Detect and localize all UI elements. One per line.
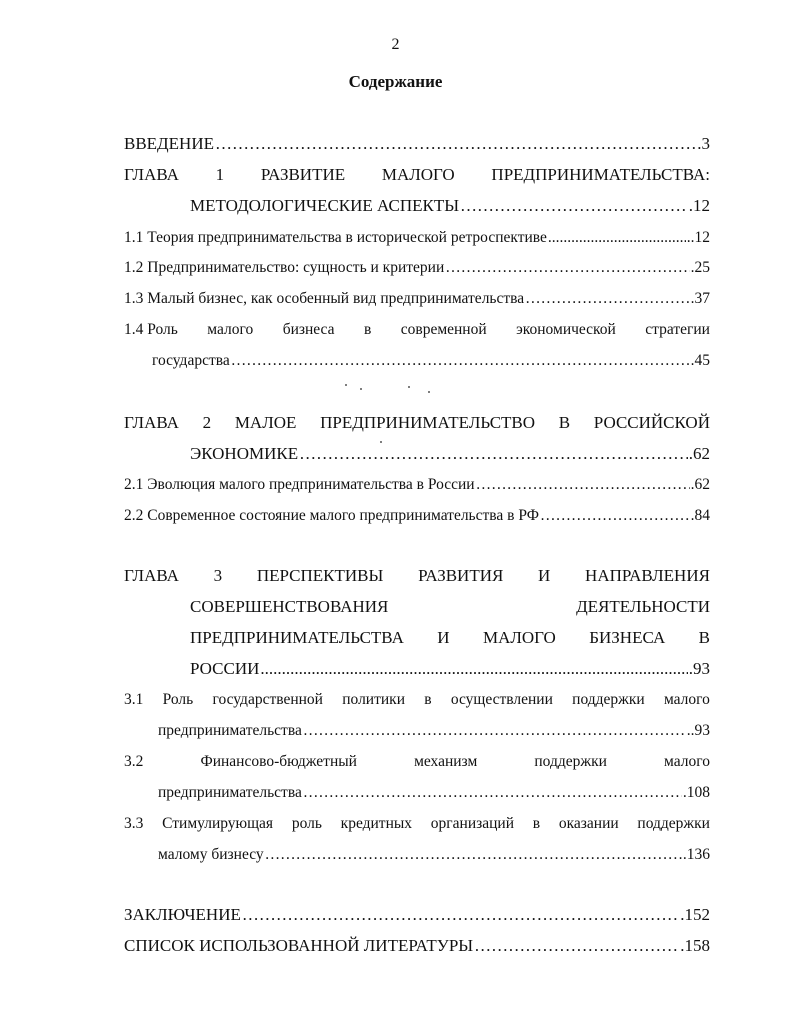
toc-entry-3-1-cont[interactable] [158, 722, 710, 740]
dot-leader [303, 784, 682, 802]
heading-word: стратегии [645, 321, 710, 338]
dot-leader [242, 905, 679, 925]
toc-entry-conclusion[interactable] [124, 905, 710, 925]
toc-entry-1-4-cont[interactable] [152, 352, 710, 370]
toc-entry-chapter-3[interactable] [124, 566, 710, 586]
entry-label: малому бизнесу [158, 846, 264, 863]
toc-entry-chapter-2[interactable] [124, 413, 710, 433]
heading-word: ПРЕДПРИНИМАТЕЛЬСТВА [190, 628, 404, 647]
heading-word: 3 [213, 566, 223, 585]
entry-page: .152 [680, 905, 710, 924]
entry-label: ЭКОНОМИКЕ [190, 444, 299, 463]
entry-label: СПИСОК ИСПОЛЬЗОВАННОЙ ЛИТЕРАТУРЫ [124, 936, 474, 955]
entry-label: 1.3 Малый бизнес, как особенный вид предпринимательства [124, 290, 525, 307]
heading-word: РАЗВИТИЯ [418, 566, 504, 585]
heading-word: бизнеса [282, 321, 335, 338]
entry-page: .62 [688, 444, 710, 463]
entry-page: .136 [682, 846, 710, 863]
heading-word: РАЗВИТИЕ [260, 165, 346, 184]
dot-leader [525, 290, 689, 308]
entry-label: 2.1 Эволюция малого предпринимательства в России [124, 476, 475, 493]
entry-label: ВВЕДЕНИЕ [124, 134, 214, 153]
heading-word: экономической [516, 321, 616, 338]
heading-word: В [698, 628, 710, 647]
toc-entry-chapter-2-cont[interactable] [190, 444, 710, 464]
heading-word: ПРЕДПРИНИМАТЕЛЬСТВО [320, 413, 536, 432]
toc-entry-bibliography[interactable] [124, 936, 710, 956]
heading-word: Финансово-бюджетный [200, 753, 357, 770]
entry-label: МЕТОДОЛОГИЧЕСКИЕ АСПЕКТЫ [190, 196, 460, 215]
dot-leader [260, 659, 687, 679]
heading-word: в [363, 321, 372, 338]
entry-page: .3 [697, 134, 710, 153]
entry-label: 2.2 Современное состояние малого предпринимательства в РФ [124, 507, 539, 524]
toc-entry-intro[interactable] [124, 134, 710, 154]
entry-page: .45 [690, 352, 710, 369]
entry-label: государства [152, 352, 230, 369]
toc-entry-3-1[interactable] [124, 691, 710, 709]
heading-word: в [532, 815, 541, 832]
heading-word: БИЗНЕСА [589, 628, 666, 647]
heading-word: ГЛАВА [124, 566, 179, 585]
heading-word: оказании [558, 815, 619, 832]
heading-word: МАЛОГО [381, 165, 455, 184]
heading-word: организаций [430, 815, 515, 832]
toc-entry-2-1[interactable] [124, 476, 710, 494]
heading-word: 2 [202, 413, 212, 432]
heading-word: ДЕЯТЕЛЬНОСТИ [576, 597, 710, 616]
dot-leader [474, 936, 679, 956]
entry-page: .93 [688, 659, 710, 678]
toc-entry-chapter-3-line3[interactable] [190, 628, 710, 648]
entry-label: 1.2 Предпринимательство: сущность и критерии [124, 259, 445, 276]
heading-word: 1 [215, 165, 225, 184]
toc-entry-2-2[interactable] [124, 507, 710, 525]
scan-speck [380, 441, 382, 443]
toc-entry-3-3[interactable] [124, 815, 710, 833]
toc-entry-chapter-3-line2[interactable] [190, 597, 710, 617]
toc-entry-3-2-cont[interactable] [158, 784, 710, 802]
heading-word: 3.2 [124, 753, 144, 770]
heading-word: современной [400, 321, 487, 338]
heading-word: в [424, 691, 432, 708]
heading-word: механизм [414, 753, 478, 770]
toc-entry-1-1[interactable] [124, 229, 710, 247]
dot-leader [215, 134, 696, 154]
heading-word: И [538, 566, 551, 585]
entry-page: .62 [690, 476, 710, 493]
heading-word: малого [664, 753, 710, 770]
toc-title: Содержание [348, 72, 443, 91]
toc-entry-chapter-1-cont[interactable] [190, 196, 710, 216]
entry-label: предпринимательства [158, 784, 302, 801]
heading-word: ПЕРСПЕКТИВЫ [256, 566, 384, 585]
heading-word: ГЛАВА [124, 413, 179, 432]
heading-word: 3.3 [124, 815, 144, 832]
entry-label: 1.1 Теория предпринимательства в исторической ретроспективе [124, 229, 547, 246]
entry-page: .158 [680, 936, 710, 955]
entry-page: ..12 [686, 229, 710, 246]
toc-entry-chapter-1[interactable] [124, 165, 710, 185]
entry-label: РОССИИ [190, 659, 260, 678]
dot-leader [265, 846, 682, 864]
heading-word: МАЛОЕ [234, 413, 297, 432]
heading-word: В [558, 413, 571, 432]
toc-entry-1-3[interactable] [124, 290, 710, 308]
heading-word: МАЛОГО [482, 628, 556, 647]
entry-label: ЗАКЛЮЧЕНИЕ [124, 905, 241, 924]
toc-entry-3-3-cont[interactable] [158, 846, 710, 864]
heading-word: малого [663, 691, 710, 708]
heading-word: НАПРАВЛЕНИЯ [585, 566, 710, 585]
heading-word: поддержки [637, 815, 710, 832]
heading-word: СОВЕРШЕНСТВОВАНИЯ [190, 597, 389, 616]
heading-word: 3.1 [124, 691, 144, 708]
scan-speck [408, 386, 410, 388]
heading-word: осуществлении [450, 691, 553, 708]
toc-entry-chapter-3-cont[interactable] [190, 659, 710, 679]
dot-leader [445, 259, 689, 277]
toc-entry-3-2[interactable] [124, 753, 710, 771]
heading-word: РОССИЙСКОЙ [593, 413, 710, 432]
heading-word: кредитных [340, 815, 413, 832]
scan-speck [360, 388, 362, 390]
entry-page: .37 [690, 290, 710, 307]
scan-speck [345, 384, 347, 386]
dot-leader [548, 229, 686, 247]
heading-word: 1.4 Роль [124, 321, 178, 338]
entry-page: .84 [690, 507, 710, 524]
heading-word: поддержки [534, 753, 607, 770]
dot-leader [460, 196, 688, 216]
heading-word: Стимулирующая [162, 815, 274, 832]
heading-word: И [437, 628, 450, 647]
heading-word: малого [207, 321, 254, 338]
heading-word: ПРЕДПРИНИМАТЕЛЬСТВА: [491, 165, 710, 184]
dot-leader [299, 444, 688, 464]
scan-speck [428, 391, 430, 393]
heading-word: государственной [212, 691, 323, 708]
toc-entry-1-4[interactable] [124, 321, 710, 339]
heading-word: поддержки [572, 691, 645, 708]
heading-word: ГЛАВА [124, 165, 179, 184]
entry-label: предпринимательства [158, 722, 302, 739]
dot-leader [303, 722, 686, 740]
heading-word: роль [291, 815, 322, 832]
dot-leader [476, 476, 690, 494]
dot-leader [231, 352, 690, 370]
page-number: 2 [391, 36, 400, 53]
heading-word: Роль [162, 691, 194, 708]
entry-page: .12 [688, 196, 710, 215]
entry-page: .25 [690, 259, 710, 276]
heading-word: политики [342, 691, 405, 708]
entry-page: ..93 [686, 722, 710, 739]
toc-entry-1-2[interactable] [124, 259, 710, 277]
entry-page: .108 [682, 784, 710, 801]
dot-leader [540, 507, 690, 525]
